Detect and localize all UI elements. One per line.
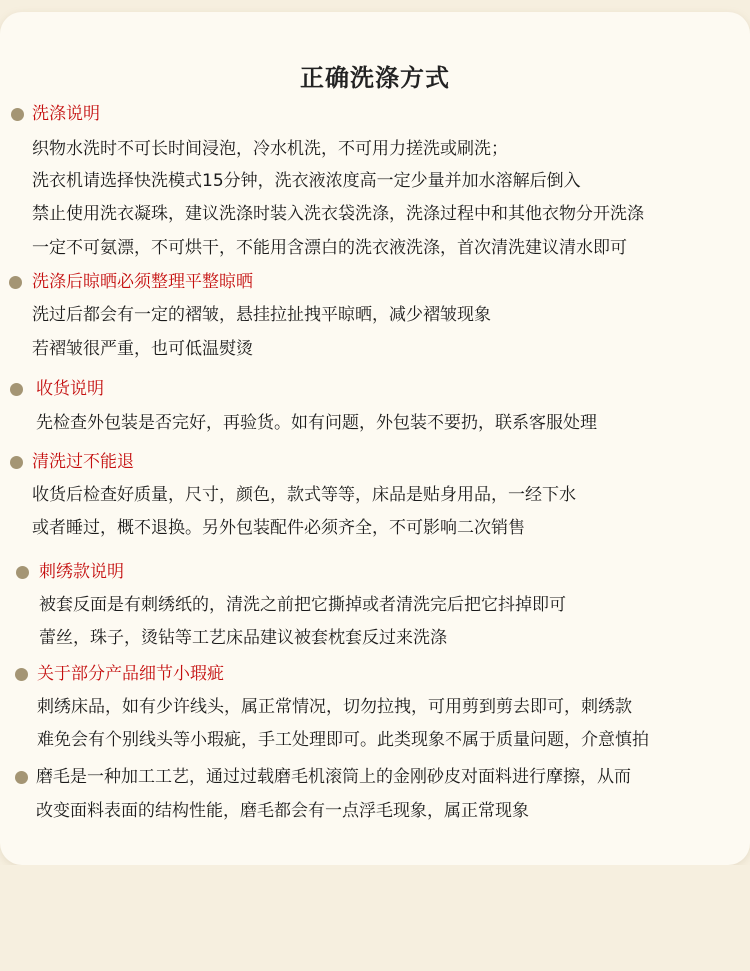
section-line: 若褶皱很严重，也可低温熨烫	[32, 339, 253, 359]
section-heading: 刺绣款说明	[39, 562, 124, 582]
section-line: 或者睡过，概不退换。另外包装配件必须齐全，不可影响二次销售	[32, 518, 525, 538]
section-heading: 关于部分产品细节小瑕疵	[37, 664, 224, 684]
section-line: 蕾丝，珠子，烫钻等工艺床品建议被套枕套反过来洗涤	[39, 628, 447, 648]
section-line: 收货后检查好质量，尺寸，颜色，款式等等，床品是贴身用品，一经下水	[32, 485, 576, 505]
section-no-returns-after-washing	[0, 450, 750, 538]
section-line: 织物水洗时不可长时间浸泡，冷水机洗，不可用力搓洗或刷洗；	[32, 139, 508, 159]
section-heading: 清洗过不能退	[32, 452, 134, 472]
section-line: 难免会有个别线头等小瑕疵，手工处理即可。此类现象不属于质量问题，介意慎拍	[37, 730, 649, 750]
section-receiving-instructions	[0, 377, 750, 433]
section-line: 刺绣床品，如有少许线头，属正常情况，切勿拉拽，可用剪到剪去即可，刺绣款	[37, 697, 632, 717]
section-line: 洗衣机请选择快洗模式15分钟，洗衣液浓度高一定少量并加水溶解后倒入	[32, 171, 581, 191]
section-heading: 洗涤说明	[32, 104, 100, 124]
section-minor-flaws	[0, 662, 750, 750]
section-heading: 收货说明	[36, 379, 104, 399]
section-embroidery-instructions	[0, 560, 750, 648]
section-washing-instructions	[0, 102, 750, 258]
page-bottom-background	[0, 865, 750, 971]
section-line: 洗过后都会有一定的褶皱，悬挂拉扯拽平晾晒，减少褶皱现象	[32, 305, 491, 325]
section-line: 改变面料表面的结构性能，磨毛都会有一点浮毛现象，属正常现象	[36, 801, 529, 821]
section-heading: 磨毛是一种加工工艺，通过过载磨毛机滚筒上的金刚砂皮对面料进行摩擦，从而	[36, 767, 631, 787]
section-line: 先检查外包装是否完好，再验货。如有问题，外包装不要扔，联系客服处理	[36, 413, 597, 433]
section-line: 一定不可氨漂，不可烘干，不能用含漂白的洗衣液洗涤，首次清洗建议清水即可	[32, 238, 627, 258]
section-heading: 洗涤后晾晒必须整理平整晾晒	[32, 272, 253, 292]
section-brushed-fabric	[0, 765, 750, 821]
section-line: 禁止使用洗衣凝珠，建议洗涤时装入洗衣袋洗涤，洗涤过程中和其他衣物分开洗涤	[32, 204, 644, 224]
page-title: 正确洗涤方式	[300, 64, 450, 92]
section-drying-instructions	[0, 270, 750, 359]
section-line: 被套反面是有刺绣纸的，清洗之前把它撕掉或者清洗完后把它抖掉即可	[39, 595, 566, 615]
